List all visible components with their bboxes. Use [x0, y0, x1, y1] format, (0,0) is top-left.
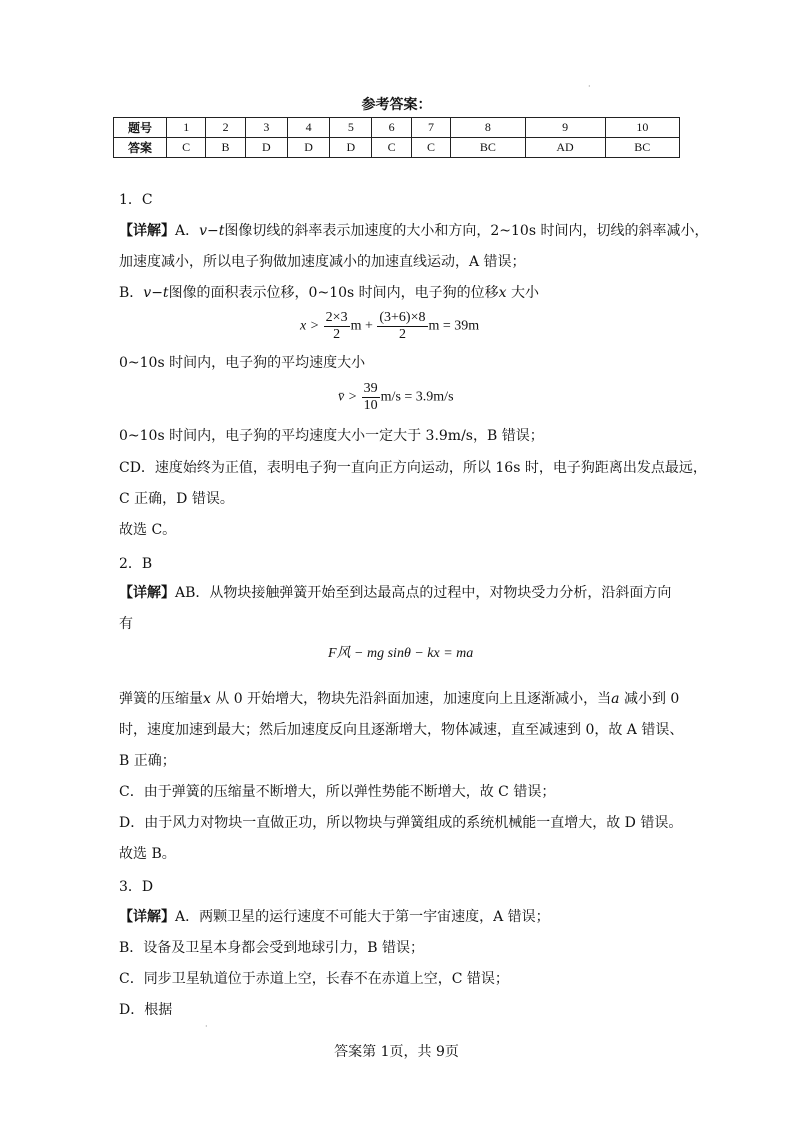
q1-para-3: [119, 282, 539, 302]
math-symbol: x: [203, 691, 211, 707]
q-answer: C: [411, 138, 450, 158]
q-answer: C: [167, 138, 206, 158]
formula-mid: m +: [350, 318, 373, 334]
math-symbol: v−t: [199, 223, 225, 239]
q-answer: D: [245, 138, 287, 158]
text: A．两颗卫星的运行速度不可能大于第一宇宙速度，A 错误；: [175, 909, 550, 925]
q-answer: AD: [525, 138, 605, 158]
q2-para-6: C．由于弹簧的压缩量不断增大，所以弹性势能不断增大，故 C 错误；: [119, 784, 556, 800]
q-number: 1: [167, 118, 206, 138]
math-symbol: x: [498, 285, 507, 301]
q1-para-2: 加速度减小，所以电子狗做加速度减小的加速直线运动，A 错误；: [119, 254, 526, 270]
denominator: 10: [363, 398, 378, 413]
q2-para-3: [119, 688, 679, 708]
fraction: [377, 310, 427, 343]
formula-lhs: x >: [300, 318, 320, 334]
q1-para-5: 0~10s 时间内，电子狗的平均速度大小一定大于 3.9m/s，B 错误；: [119, 428, 544, 444]
text: A．: [175, 223, 200, 239]
q-number: 10: [605, 118, 679, 138]
q-number: 2: [206, 118, 245, 138]
answer-row: [114, 138, 680, 158]
q1-para-6: CD．速度始终为正值，表明电子狗一直向正方向运动，所以 16s 时，电子狗距离出发点最远，: [119, 460, 707, 476]
page-footer: 答案第 1页，共 9页: [334, 1044, 459, 1060]
formula-lhs: v̄ >: [338, 389, 358, 405]
fraction: [324, 310, 350, 343]
q3-title: 3．D: [119, 879, 154, 895]
q3-para-2: B．设备及卫星本身都会受到地球引力，B 错误；: [119, 940, 425, 956]
average-velocity-formula: [338, 381, 454, 414]
q-number: 6: [372, 118, 411, 138]
q-number: 7: [411, 118, 450, 138]
fraction: [362, 381, 380, 414]
q-answer: BC: [605, 138, 679, 158]
detail-tag: 【详解】: [119, 909, 175, 925]
numerator: (3+6)×8: [379, 310, 426, 325]
q2-para-7: D．由于风力对物块一直做正功，所以物块与弹簧组成的系统机械能一直增大，故 D 错误。: [119, 815, 683, 831]
displacement-formula: [300, 310, 479, 343]
detail-tag: 【详解】: [119, 223, 175, 239]
q1-para-8: 故选 C。: [119, 522, 177, 538]
row-label-answer: 答案: [114, 138, 167, 158]
numerator: 39: [363, 381, 378, 396]
q2-para-4: 时，速度加速到最大；然后加速度反向且逐渐增大，物体减速，直至减速到 0，故 A 错误、: [119, 722, 684, 738]
q1-para-7: C 正确，D 错误。: [119, 491, 234, 507]
denominator: 2: [398, 327, 406, 342]
answer-table: [113, 117, 680, 158]
math-symbol: v−t: [143, 285, 169, 301]
q2-title: 2．B: [119, 556, 153, 572]
formula-rhs: m/s = 3.9m/s: [380, 389, 454, 405]
q-number: 4: [287, 118, 329, 138]
text: 图像的面积表示位移，0~10s 时间内，电子狗的位移: [168, 285, 499, 301]
text: 大小: [506, 285, 540, 301]
q-answer: C: [372, 138, 411, 158]
formula-rhs: m = 39m: [428, 318, 480, 334]
q-answer: B: [206, 138, 245, 158]
q3-para-4: D．根据: [119, 1002, 173, 1018]
text: 从 0 开始增大，物块先沿斜面加速，加速度向上且逐渐减小，当: [210, 691, 612, 707]
text: 弹簧的压缩量: [119, 691, 203, 707]
scan-mark: ·: [205, 1022, 208, 1031]
q2-para-2: 有: [119, 616, 133, 632]
q-number: 5: [330, 118, 372, 138]
answer-heading: 参考答案：: [361, 97, 432, 113]
question-number-row: [114, 118, 680, 138]
q-number: 8: [451, 118, 525, 138]
row-label-number: 题号: [114, 118, 167, 138]
numerator: 2×3: [325, 310, 348, 325]
text: 减小到 0: [619, 691, 680, 707]
q-answer: D: [287, 138, 329, 158]
text: 图像切线的斜率表示加速度的大小和方向，2~10s 时间内，切线的斜率减小，: [224, 223, 709, 239]
q2-para-8: 故选 B。: [119, 846, 176, 862]
q-answer: BC: [451, 138, 525, 158]
q1-para-1: [119, 220, 708, 240]
q3-para-3: C．同步卫星轨道位于赤道上空，长春不在赤道上空，C 错误；: [119, 971, 509, 987]
q2-para-1: [119, 582, 671, 602]
q1-para-4: 0~10s 时间内，电子狗的平均速度大小: [119, 355, 366, 371]
text: B．: [119, 285, 144, 301]
math-symbol: a: [611, 691, 620, 707]
q-number: 9: [525, 118, 605, 138]
denominator: 2: [333, 327, 341, 342]
q-answer: D: [330, 138, 372, 158]
detail-tag: 【详解】: [119, 585, 175, 601]
q3-para-1: [119, 906, 550, 926]
force-formula: F风 − mg sinθ − kx = ma: [328, 646, 474, 661]
q2-para-5: B 正确；: [119, 753, 176, 769]
text: AB．从物块接触弹簧开始至到达最高点的过程中，对物块受力分析，沿斜面方向: [175, 585, 672, 601]
q-number: 3: [245, 118, 287, 138]
q1-title: 1．C: [119, 192, 153, 208]
scan-mark: ·: [588, 82, 591, 91]
